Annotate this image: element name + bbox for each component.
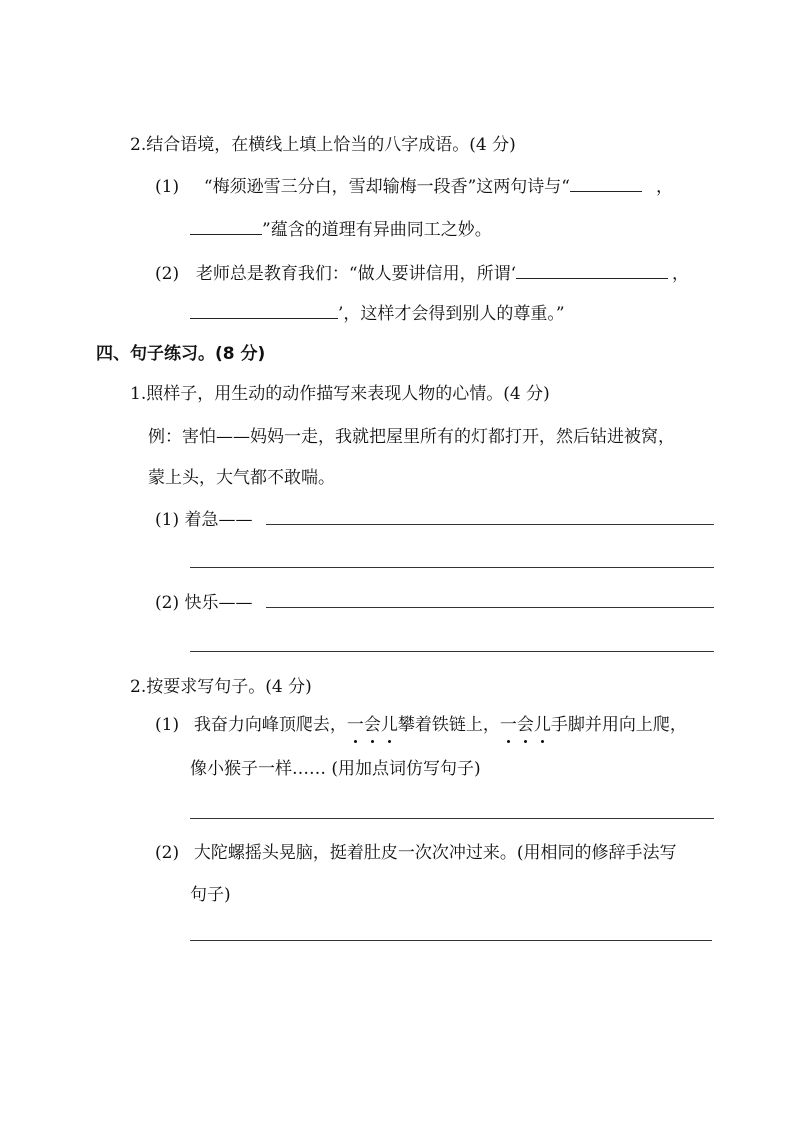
example-line-2: 蒙上头，大气都不敢喘。 <box>148 468 335 488</box>
question-4-1-stem: 1.照样子，用生动的动作描写来表现人物的心情。(4 分) <box>130 384 550 404</box>
question-4-2-item-2-cont: 句子) <box>190 885 231 905</box>
answer-line[interactable] <box>190 567 714 568</box>
answer-blank[interactable] <box>190 216 262 235</box>
answer-blank[interactable] <box>190 300 338 319</box>
item-text: 攀着铁链上， <box>397 715 500 735</box>
item-number: (1) <box>155 715 180 735</box>
item-text: 大陀螺摇头晃脑，挺着肚皮一次次冲过来。(用相同的修辞手法写 <box>193 843 677 863</box>
item-number: (2) <box>155 264 180 284</box>
item-number: (1) <box>155 177 180 197</box>
question-4-2-item-2 <box>155 841 677 865</box>
question-3-2-item-1-cont <box>190 216 492 242</box>
question-3-2-item-2-cont <box>190 300 565 326</box>
item-text: 我奋力向峰顶爬去， <box>193 715 347 735</box>
item-text: 手脚并用向上爬， <box>550 715 687 735</box>
item-text: ”蕴含的道理有异曲同工之妙。 <box>262 220 492 240</box>
question-4-2-item-1 <box>155 713 687 737</box>
question-3-2-item-1 <box>155 173 673 199</box>
dotted-word: 一会儿 <box>499 715 551 735</box>
comma: ， <box>655 177 673 197</box>
question-4-1-item-1-label: (1) 着急—— <box>155 510 253 530</box>
item-text: ’，这样才会得到别人的尊重。” <box>338 304 565 324</box>
answer-line[interactable] <box>190 940 712 941</box>
question-4-1-item-2-label: (2) 快乐—— <box>155 593 253 613</box>
answer-line[interactable] <box>266 607 714 608</box>
question-3-2-item-2 <box>155 260 689 286</box>
dotted-word: 一会儿 <box>346 715 398 735</box>
answer-line[interactable] <box>266 524 714 525</box>
item-text: 老师总是教育我们：“做人要讲信用，所谓‘ <box>195 264 517 284</box>
item-text: “梅须逊雪三分白，雪却输梅一段香”这两句诗与“ <box>203 177 570 197</box>
answer-line[interactable] <box>190 818 714 819</box>
answer-line[interactable] <box>190 651 714 652</box>
question-3-2-stem: 2.结合语境，在横线上填上恰当的八字成语。(4 分) <box>130 135 516 155</box>
item-number: (2) <box>155 843 180 863</box>
question-4-2-item-1-cont: 像小猴子一样…… (用加点词仿写句子) <box>190 759 481 779</box>
answer-blank[interactable] <box>516 260 668 279</box>
answer-blank[interactable] <box>570 173 642 192</box>
section-4-heading: 四、句子练习。(8 分) <box>96 344 266 364</box>
question-4-2-stem: 2.按要求写句子。(4 分) <box>130 677 312 697</box>
example-line-1: 例：害怕——妈妈一走，我就把屋里所有的灯都打开，然后钻进被窝， <box>148 427 675 447</box>
comma: ， <box>672 264 690 284</box>
